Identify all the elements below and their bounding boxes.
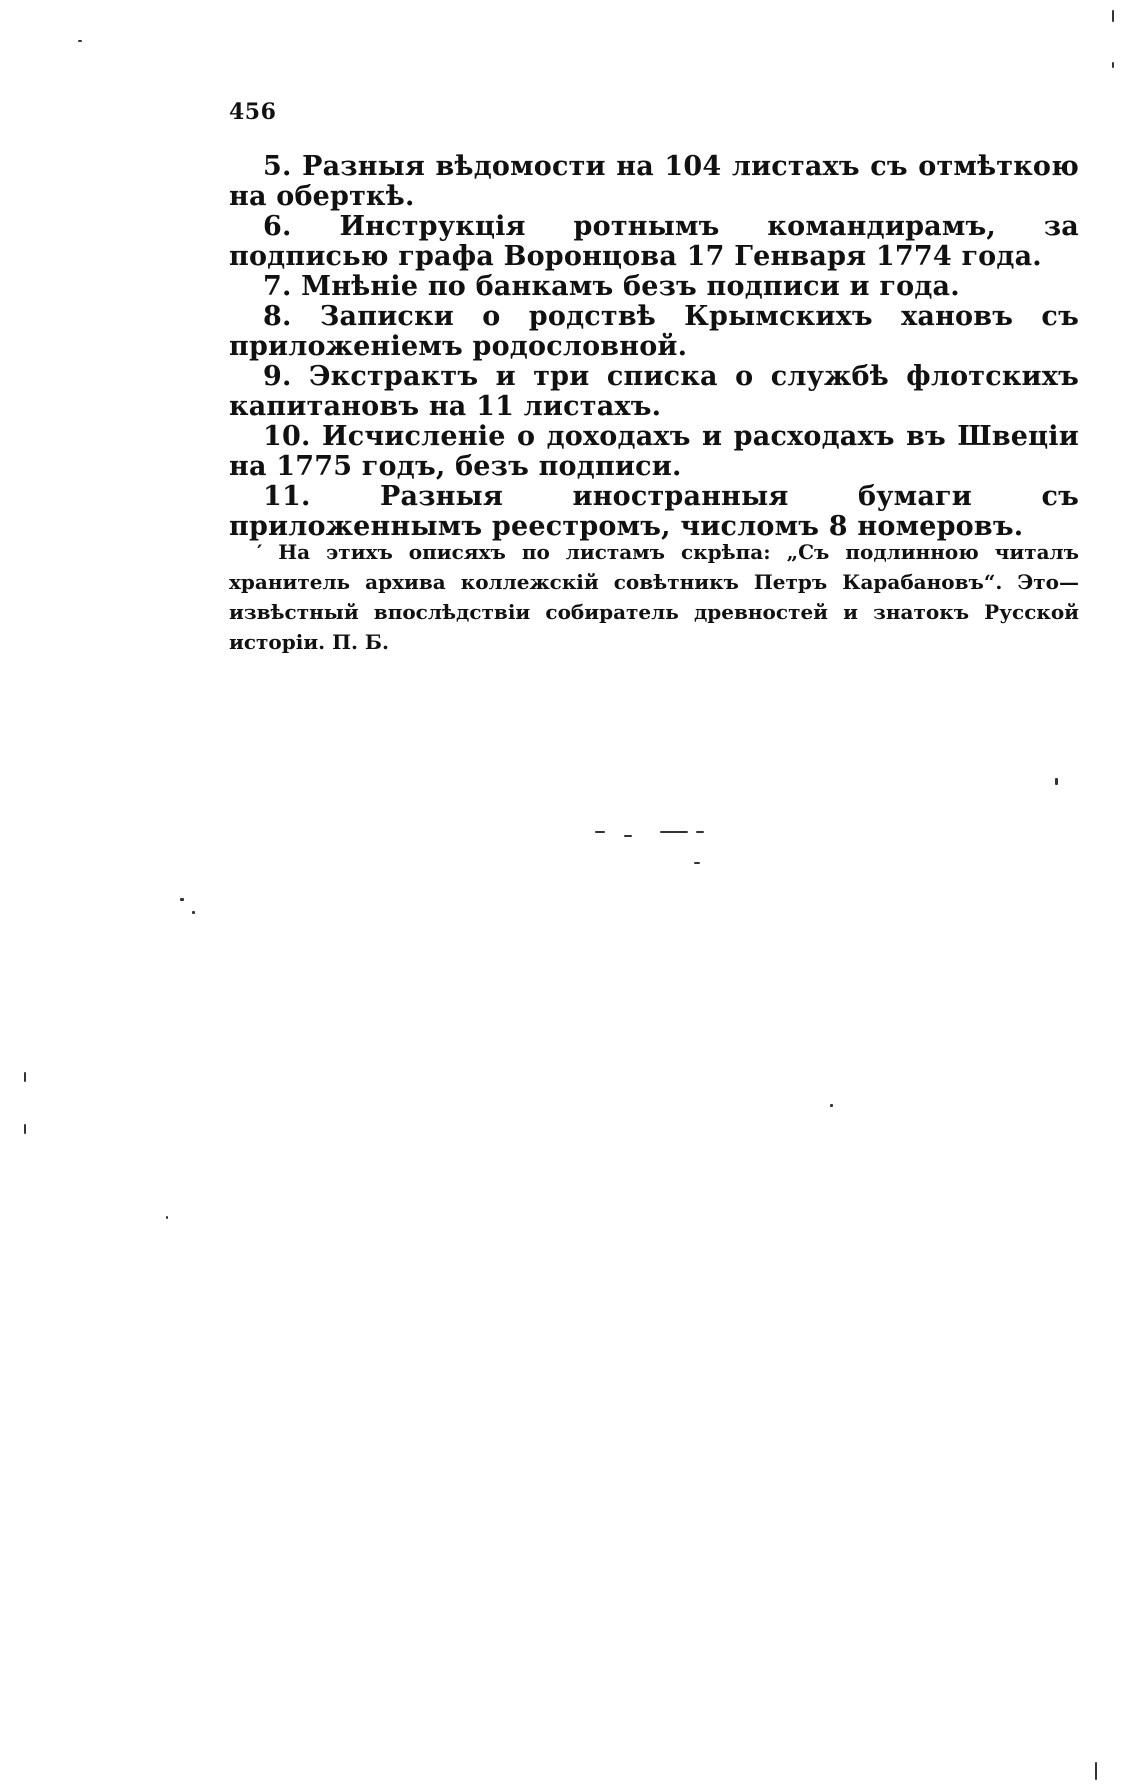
- scan-speck: [24, 1124, 26, 1134]
- list-item: 7. Мнѣніе по банкамъ безъ подписи и года.: [263, 271, 960, 302]
- footnote: ′ На этихъ описяхъ по листамъ скрѣпа: „Съ подлинною читалъ хранитель архива коллежскій совѣтникъ Петръ Карабановъ“. Это—извѣстный впослѣдствіи собиратель древностей и знатокъ Русской исторіи. П. Б.: [229, 540, 1079, 654]
- scan-speck: [830, 1104, 833, 1107]
- page-number: 456: [229, 99, 277, 125]
- scan-speck: [180, 898, 184, 901]
- scan-speck: [595, 831, 605, 833]
- scan-speck: [660, 831, 688, 833]
- scan-speck: [1112, 10, 1114, 22]
- scan-speck: [192, 911, 195, 914]
- list-item: 9. Экстрактъ и три списка о службѣ флотскихъ капитановъ на 11 листахъ.: [229, 361, 1079, 422]
- list-item: 6. Инструкція ротнымъ командирамъ, за подписью графа Воронцова 17 Генваря 1774 года.: [229, 211, 1079, 272]
- list-item: 5. Разныя вѣдомости на 104 листахъ съ отмѣткою на оберткѣ.: [229, 151, 1079, 212]
- scan-speck: [78, 40, 82, 42]
- list-item: 10. Исчисленіе о доходахъ и расходахъ въ Швеціи на 1775 годъ, безъ подписи.: [229, 421, 1079, 482]
- scan-speck: [1055, 778, 1058, 785]
- scan-speck: [694, 862, 700, 864]
- scan-speck: [1112, 62, 1114, 68]
- list-item: 8. Записки о родствѣ Крымскихъ хановъ съ приложеніемъ родословной.: [229, 301, 1079, 362]
- scan-speck: [1095, 1762, 1097, 1780]
- list-item: 11. Разныя иностранныя бумаги съ приложеннымъ реестромъ, числомъ 8 номеровъ.: [229, 481, 1079, 542]
- scan-speck: [24, 1072, 26, 1082]
- scan-speck: [624, 835, 632, 837]
- inventory-list: [229, 152, 1079, 542]
- scan-speck: [696, 831, 704, 833]
- scan-speck: [166, 1216, 168, 1219]
